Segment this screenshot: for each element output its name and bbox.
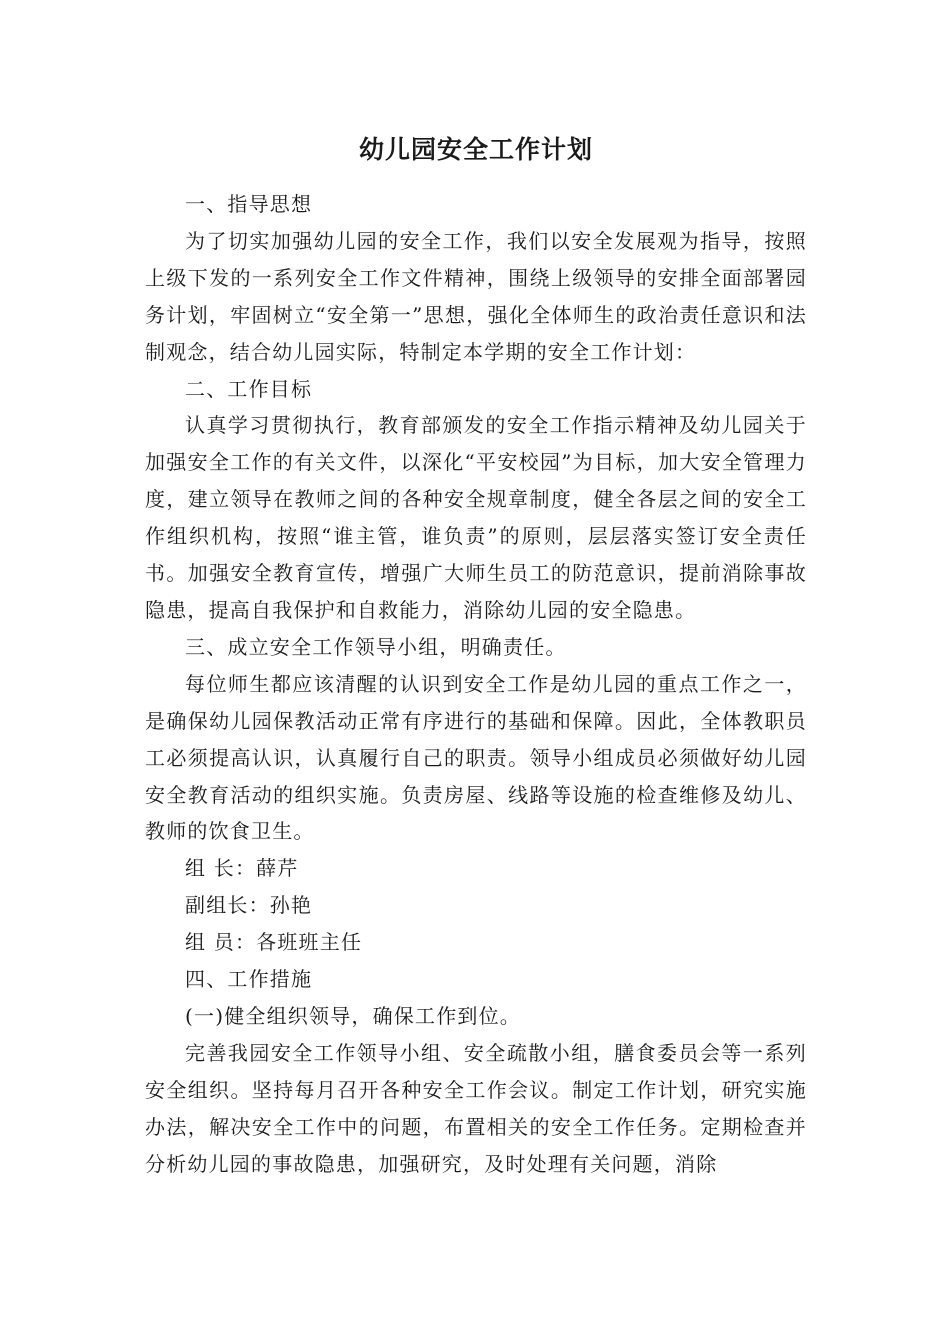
heading-work-measures: 四、工作措施 (185, 967, 313, 992)
group-leader-line: 组 长：薛芹 (185, 856, 299, 881)
heading-work-goals: 二、工作目标 (185, 376, 313, 401)
deputy-leader-line: 副组长：孙艳 (185, 893, 313, 918)
paragraph-guiding-ideology: 为了切实加强幼儿园的安全工作，我们以安全发展观为指导，按照上级下发的一系列安全工作文件精神，围绕上级领导的安排全面部署园务计划，牢固树立“安全第一”思想，强化全体师生的政治责任意识和法制观念，结合幼儿园实际，特制定本学期的安全工作计划： (145, 228, 807, 364)
paragraph-work-goals: 认真学习贯彻执行，教育部颁发的安全工作指示精神及幼儿园关于加强安全工作的有关文件，以深化“平安校园”为目标，加大安全管理力度，建立领导在教师之间的各种安全规章制度，健全各层之间的安全工作组织机构，按照“谁主管，谁负责”的原则，层层落实签订安全责任书。加强安全教育宣传，增强广大师生员工的防范意识，提前消除事故隐患，提高自我保护和自救能力，消除幼儿园的安全隐患。 (145, 413, 807, 622)
document-title: 幼儿园安全工作计划 (358, 135, 593, 164)
paragraph-organization: 完善我园安全工作领导小组、安全疏散小组，膳食委员会等一系列安全组织。坚持每月召开各种安全工作会议。制定工作计划，研究实施办法，解决安全工作中的问题，布置相关的安全工作任务。定期检查并分析幼儿园的事故隐患，加强研究，及时处理有关问题，消除 (145, 1040, 807, 1176)
document-page (145, 128, 807, 1182)
paragraph-leadership-group: 每位师生都应该清醒的认识到安全工作是幼儿园的重点工作之一，是确保幼儿园保教活动正常有序进行的基础和保障。因此，全体教职员工必须提高认识，认真履行自己的职责。领导小组成员必须做好幼儿园安全教育活动的组织实施。负责房屋、线路等设施的检查维修及幼儿、教师的饮食卫生。 (145, 671, 807, 844)
heading-guiding-ideology: 一、指导思想 (185, 192, 313, 216)
group-members-line: 组 员：各班班主任 (185, 930, 363, 955)
subheading-organization: (一)健全组织领导，确保工作到位。 (185, 1003, 522, 1028)
heading-leadership-group: 三、成立安全工作领导小组，明确责任。 (185, 634, 567, 659)
